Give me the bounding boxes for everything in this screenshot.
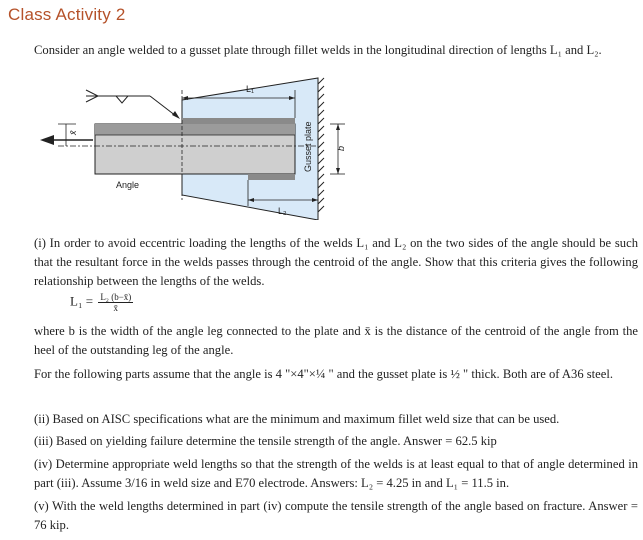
xbar-label: x̄	[68, 130, 78, 135]
intro-text: Consider an angle welded to a gusset plate through fillet welds in the longitudinal direction of lengths L₁ and L₂.	[34, 43, 602, 57]
angle-label: Angle	[116, 180, 140, 190]
equation-lhs: L₁ =	[70, 293, 94, 309]
part-i-text: (i) In order to avoid eccentric loading the lengths of the welds L₁ and L₂ on the two sides of the angle should be such that the resultant force in the welds passes through the centroid of the angle. Show that this criteria gives the following relationship between the lengths of the welds.	[34, 236, 638, 288]
page-title: Class Activity 2	[8, 5, 126, 24]
load-arrow-icon	[40, 135, 54, 145]
gusset-label: Gusset plate	[303, 121, 313, 172]
part-iii-text: (iii) Based on yielding failure determine the tensile strength of the angle. Answer = 62.5 kip	[34, 434, 497, 448]
weld-diagram	[0, 70, 643, 220]
weld-top	[182, 118, 295, 124]
part-v-text: (v) With the weld lengths determined in part (iv) compute the tensile strength of the angle based on fracture. Answer = 76 kip.	[34, 499, 638, 532]
equation-numerator: L₂ (b−x̄)	[100, 292, 132, 302]
where-text: where b is the width of the angle leg connected to the plate and x̄ is the distance of the centroid of the angle from the heel of the outstanding leg of the angle.	[34, 324, 638, 357]
part-ii-text: (ii) Based on AISC specifications what are the minimum and maximum fillet weld size that can be used.	[34, 412, 560, 426]
l1-label: L₁	[246, 84, 255, 94]
weld-bottom	[248, 174, 295, 180]
weld-length-equation	[70, 292, 133, 313]
l2-label: L₂	[278, 206, 287, 216]
assumption-text: For the following parts assume that the angle is 4 "×4"×¼ " and the gusset plate is ½ " thick. Both are of A36 steel.	[34, 367, 613, 381]
b-label: b	[336, 145, 346, 151]
equation-denominator: x̄	[113, 303, 119, 313]
part-iv-text: (iv) Determine appropriate weld lengths so that the strength of the welds is at least equal to that of angle determined in part (iii). Assume 3/16 in weld size and E70 electrode. Answers: L₂ = 4.25 in and L₁ = 11.5 in.	[34, 457, 638, 490]
